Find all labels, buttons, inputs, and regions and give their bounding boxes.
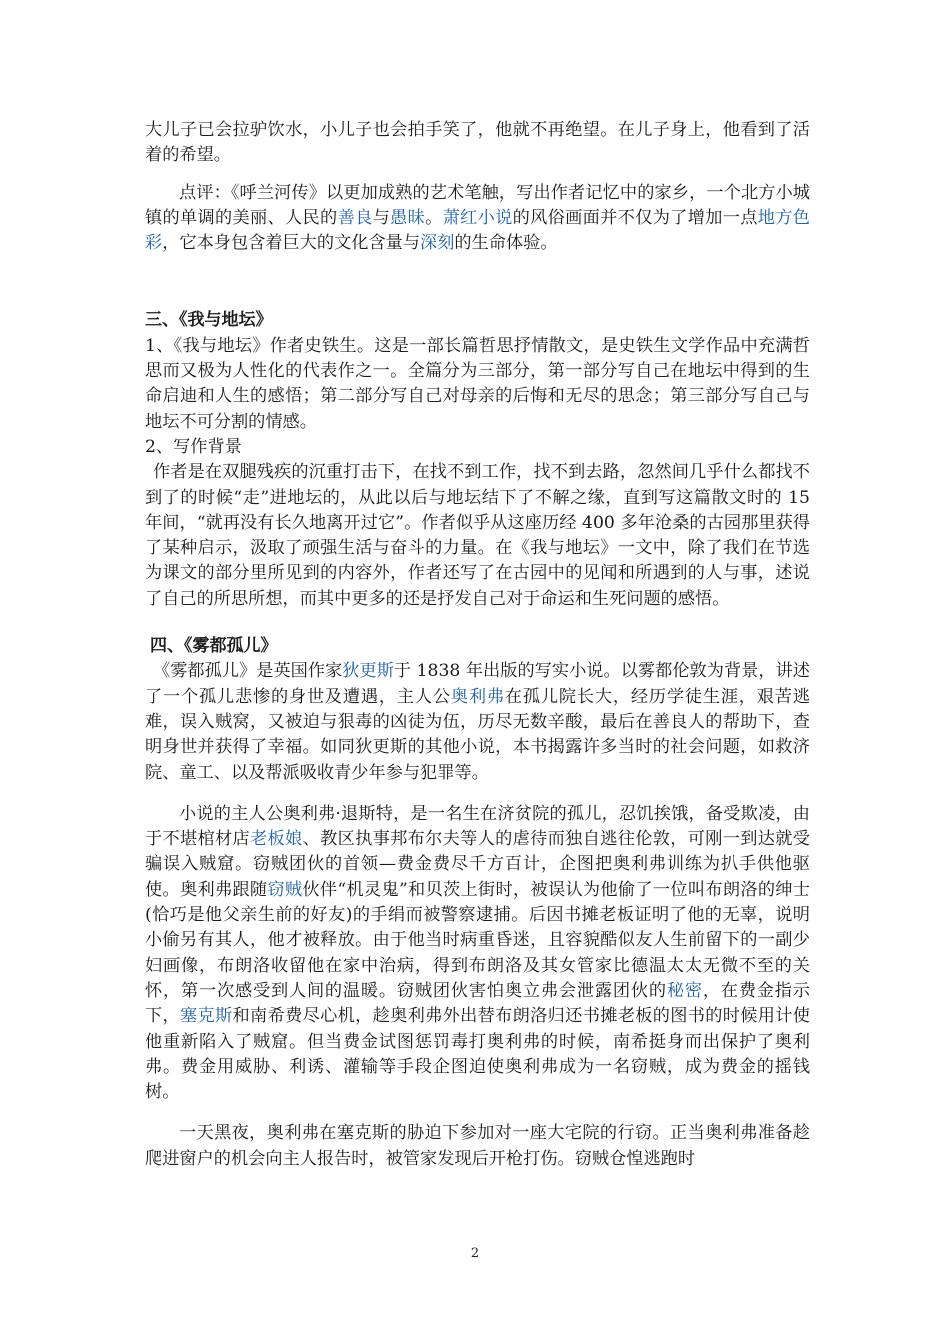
section-heading-3: 三、《我与地坛》 — [145, 310, 273, 331]
link-ignorance[interactable]: 愚昧 — [390, 207, 426, 228]
section-heading-4: 四、《雾都孤儿》 — [150, 636, 278, 657]
paragraph-oliver-intro: 《雾都孤儿》是英国作家狄更斯于 1838 年出版的写实小说。以雾都伦敦为背景，讲述了一个孤儿悲惨的身世及遭遇，主人公奥利弗在孤儿院长大，经历学徒生涯，艰苦逃难，误入贼窝，又被迫与狠毒的凶徒为伍，历尽无数辛酸，最后在善良人的帮助下，查明身世并获得了幸福。如同狄更斯的其他小说，本书揭露许多当时的社会问题，如救济院、童工、以及帮派吸收青少年参与犯罪等。 — [145, 661, 810, 783]
link-xiaohong-novel[interactable]: 萧红小说 — [442, 207, 513, 228]
link-secret[interactable]: 秘密 — [666, 980, 703, 1001]
link-landlady[interactable]: 老板娘 — [250, 829, 303, 850]
paragraph-author-intro: 1、《我与地坛》作者史铁生。这是一部长篇哲思抒情散文，是史铁生文学作品中充满哲思而又极为人性化的代表作之一。全篇分为三部分，第一部分写自己在地坛中得到的生命启迪和人生的感悟；第二部分写自己对母亲的后悔和无尽的思念；第三部分写自己与地坛不可分割的情感。 — [145, 335, 810, 432]
link-dickens[interactable]: 狄更斯 — [342, 661, 394, 682]
paragraph-night: 一天黑夜，奥利弗在塞克斯的胁迫下参加对一座大宅院的行窃。正当奥利弗准备趁爬进窗户的机会向主人报告时，被管家发现后开枪打伤。窃贼仓惶逃跑时 — [145, 1123, 810, 1169]
link-local-color[interactable]: 地方色彩 — [145, 207, 810, 254]
paragraph-background: 作者是在双腿残疾的沉重打击下，在找不到工作，找不到去路，忽然间几乎什么都找不到了的时候“走”进地坛的，从此以后与地坛结下了不解之缘，直到写这篇散文时的 15 年间，“就再没有长久地离开过它”。作者似乎从这座历经 400 多年沧桑的古园那里获得了某种启示，汲取了顽强生活与奋斗的力量。在《我与地坛》一文中，除了我们在节选为课文的部分里所见到的内容外，作者还写了在古园中的见闻和所遇到的人与事，述说了自己的所思所想，而其中更多的还是抒发自己对于命运和生死问题的感悟。 — [145, 462, 810, 609]
paragraph-background-label: 2、写作背景 — [145, 436, 242, 457]
link-profound[interactable]: 深刻 — [420, 233, 455, 254]
link-kindness[interactable]: 善良 — [337, 207, 373, 228]
page-number: 2 — [470, 1246, 480, 1261]
paragraph-commentary: 点评：《呼兰河传》以更加成熟的艺术笔触，写出作者记忆中的家乡，一个北方小城镇的单调的美丽、人民的善良与愚昧。萧红小说的风俗画面并不仅为了增加一点地方色彩，它本身包含着巨大的文化含量与深刻的生命体验。 — [145, 182, 810, 254]
paragraph-plot: 小说的主人公奥利弗·退斯特，是一名生在济贫院的孤儿，忍饥挨饿，备受欺凌，由于不堪棺材店老板娘、教区执事邦布尔夫等人的虐待而独自逃往伦敦，可刚一到达就受骗误入贼窟。窃贼团伙的首领—费金费尽千方百计，企图把奥利弗训练为扒手供他驱使。奥利弗跟随窃贼伙伴“机灵鬼”和贝茨上街时，被误认为他偷了一位叫布朗洛的绅士(恰巧是他父亲生前的好友)的手绢而被警察逮捕。后因书摊老板证明了他的无辜，说明小偷另有其人，他才被释放。由于他当时病重昏迷，且容貌酷似友人生前留下的一副少妇画像，布朗洛收留他在家中治病，得到布朗洛及其女管家比德温太太无微不至的关怀，第一次感受到人间的温暖。窃贼团伙害怕奥立弗会泄露团伙的秘密，在费金指示下，塞克斯和南希费尽心机，趁奥利弗外出替布朗洛归还书摊老板的图书的时候用计使他重新陷入了贼窟。但当费金试图惩罚毒打奥利弗的时候，南希挺身而出保护了奥利弗。费金用威胁、利诱、灌输等手段企图迫使奥利弗成为一名窃贼，成为费金的摇钱树。 — [145, 803, 810, 1103]
link-oliver[interactable]: 奥利弗 — [450, 686, 505, 707]
link-thief[interactable]: 窃贼 — [267, 879, 303, 900]
paragraph-continuation: 大儿子已会拉驴饮水，小儿子也会拍手笑了，他就不再绝望。在儿子身上，他看到了活着的希望。 — [145, 120, 810, 166]
document-body — [145, 118, 810, 1172]
link-sikes[interactable]: 塞克斯 — [180, 1006, 233, 1027]
